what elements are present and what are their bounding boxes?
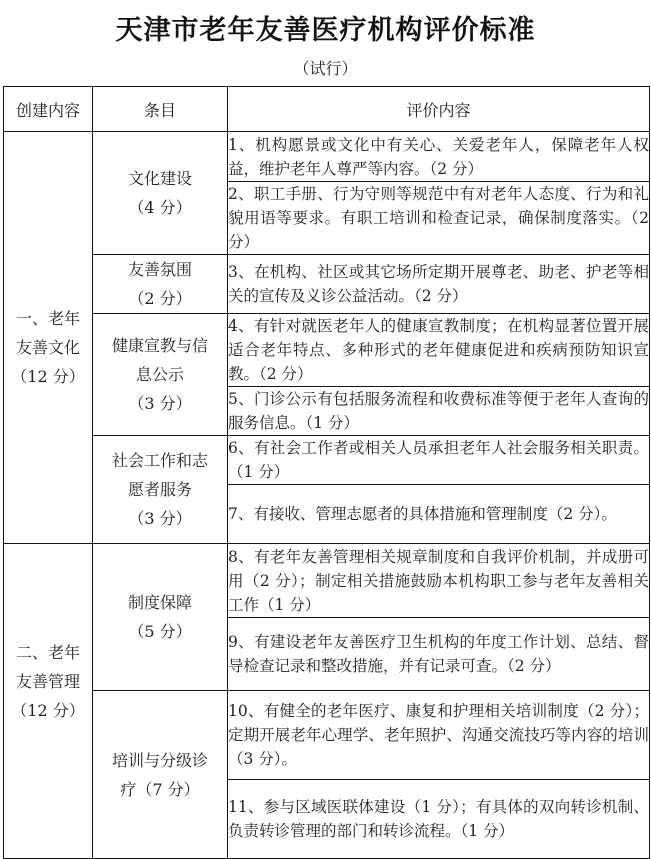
item-cell-health-education	[93, 314, 228, 436]
criterion-9: 9、有建设老年友善医疗卫生机构的年度工作计划、总结、督导检查记录和整改措施，并有记录可查。（2 分）	[228, 618, 650, 691]
item-name: 息公示	[135, 365, 184, 384]
item-score: （3 分）	[128, 509, 192, 528]
item-cell-system-guarantee	[93, 544, 228, 691]
header-creation-content: 创建内容	[4, 87, 93, 132]
item-score: （3 分）	[128, 394, 192, 413]
criterion-5: 5、门诊公示有包括服务流程和收费标准等便于老年人查询的服务信息。（1 分）	[228, 387, 650, 436]
header-evaluation-content: 评价内容	[228, 87, 650, 132]
item-cell-social-work	[93, 436, 228, 544]
table-row	[4, 544, 650, 618]
criterion-1: 1、机构愿景或文化中有关心、关爱老年人，保障老年人权益，维护老年人尊严等内容。（2 分）	[228, 132, 650, 182]
item-name: 培训与分级诊	[111, 750, 208, 770]
table-row	[4, 132, 650, 182]
section-cell-management	[4, 544, 93, 859]
item-name: 文化建设	[127, 169, 192, 188]
item-name: 友善氛围	[127, 260, 192, 279]
section-name: 友善文化	[15, 338, 80, 357]
table-row	[4, 255, 650, 314]
section-score: （12 分）	[11, 700, 85, 720]
section-name: 二、老年	[15, 642, 80, 662]
section-name: 友善管理	[15, 671, 80, 691]
item-name: 社会工作和志	[111, 451, 208, 470]
item-name: 疗（7 分）	[120, 779, 200, 799]
item-name: 健康宣教与信	[111, 336, 208, 355]
item-cell-training-referral	[93, 691, 228, 859]
criterion-10: 10、有健全的老年医疗、康复和护理相关培训制度（2 分）；定期开展老年心理学、老年照护、沟通交流技巧等内容的培训（3 分）。	[228, 691, 650, 780]
table-row	[4, 314, 650, 387]
item-name: 愿者服务	[127, 480, 192, 499]
criterion-6: 6、有社会工作者或相关人员承担老年人社会服务相关职责。（1 分）	[228, 436, 650, 485]
section-cell-culture	[4, 132, 93, 544]
document-subtitle: （试行）	[293, 59, 358, 78]
criterion-8: 8、有老年友善管理相关规章制度和自我评价机制，并成册可用（2 分）；制定相关措施鼓励本机构职工参与老年友善相关工作（1 分）	[228, 544, 650, 618]
section-score: （12 分）	[11, 367, 85, 386]
item-name: 制度保障	[127, 593, 192, 612]
criterion-4: 4、有针对就医老年人的健康宣教制度；在机构显著位置开展适合老年特点、多种形式的老年健康促进和疾病预防知识宣教。（2 分）	[228, 314, 650, 387]
criterion-7: 7、有接收、管理志愿者的具体措施和管理制度（2 分）。	[228, 485, 650, 544]
table-row	[4, 436, 650, 485]
section-name: 一、老年	[15, 309, 80, 328]
document-title: 天津市老年友善医疗机构评价标准	[115, 15, 536, 46]
item-score: （2 分）	[128, 289, 192, 308]
criterion-3: 3、在机构、社区或其它场所定期开展尊老、助老、护老等相关的宣传及义诊公益活动。（2 分）	[228, 255, 650, 314]
item-cell-friendly-atmosphere	[93, 255, 228, 314]
header-item: 条目	[93, 87, 228, 132]
criterion-2: 2、职工手册、行为守则等规范中有对老年人态度、行为和礼貌用语等要求。有职工培训和检查记录，确保制度落实。（2 分）	[228, 182, 650, 255]
evaluation-standards-table	[3, 86, 650, 859]
table-row	[4, 691, 650, 780]
item-score: （5 分）	[128, 622, 192, 641]
item-cell-culture-building	[93, 132, 228, 255]
criterion-11: 11、参与区域医联体建设（1 分）；有具体的双向转诊机制、负责转诊管理的部门和转诊流程。（1 分）	[228, 780, 650, 859]
item-score: （4 分）	[128, 198, 192, 217]
table-header-row	[4, 87, 650, 132]
